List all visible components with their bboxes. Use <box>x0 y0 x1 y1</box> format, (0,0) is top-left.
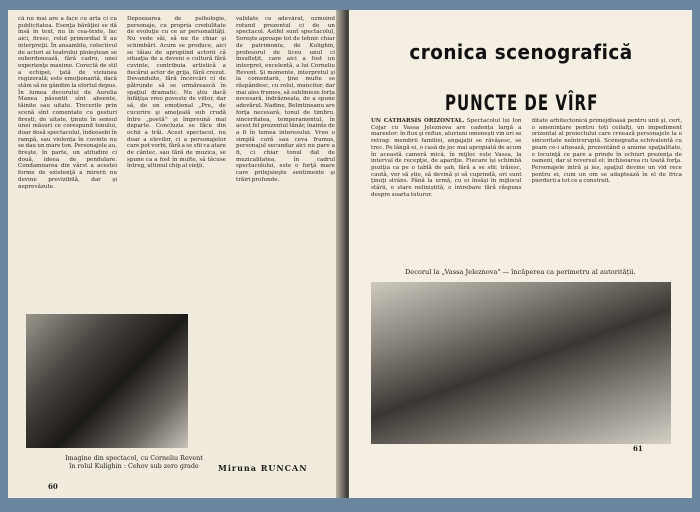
left-column-3: validate ce adevărat, ozmoind rotund prezentul ci de un spectacol. Astfel sunt spectacolul, Sorește aproape tot de tehnic chiar de patrimoniu, de Kulighin, profesorul de liceu unul ci însuflețit, care aici a fost un interpret, excelentă, a lui Corneliu Revent. Și momente, interpretul şi la comentarii, ţine multe se răspândesc, cu rolul, muncitor, dar mai ales frumos, să sublinieze forța necesară, îndrăzneala, de a spune adevărul. Nadine, Belintineanu are forţa necesară, tonul de timbru, sinceritatea, temperamentul, în acest fel prezentul tânăr, înainte de a fi în lumea interesului. Vreo o simplă cură sau ceva frumos, personajul secundar aici nu pare a fi, ci chiar tonul dat de muzicalitatea, în cadrul spectacolului, este o forţă mare care prilejuieşte sentimente şi trăiri profunde. <box>236 16 335 183</box>
right-column-1 <box>371 118 522 283</box>
left-column-1: că nu mai are a face cu arta ci cu publicitatea. Esenţa bărăţiei se dă însă în text, nu în cea-texte, fac aici, firesc, rolul primordial îl au interpreţii. În ansamblu, colectivul de actori ai teatrului ploieştean se subordonează, fără cadru, unei experienţe maxime. Corectă de stil a echipei, ţată de viziunea regizorală; este emoţionantă, dacă stăm să ne gândim la efortul depus. În lumea decorului de Aurelia Manea păsuntit sînt absente, tăinite sau uitate. Trecerile prin scenă sînt comentate cu gesturi firești, de uitate, ţinute în sensul unei măsuri ce corespund tonului, doar dosă spectacolul, îndeosebi în rampă, sau violența în cuvinte nu se dau un mare ton. Personajele au, fireşte, în parte, un atitudini ci două, ideea de pendulare. Condamnarea din vârst a acestei forme de existenţă a mirerii nu devine previzibilă, dar şi neprevăzute. <box>18 16 117 190</box>
left-column-2: Depoezarea de psihologie, personaje, cu propria credulitate de evoluţie cu ce ar personalităţi. Nu vede săi, să nu fie chiar şi schimbări. Acum se produce, aici se tăiau de apropiind actorii că situaţia de a deveni o cultură fără cuvinte, contribuia artistică a fiecărui actor de grija, fără crezut. Devanduite, fără încercări ci de pătrunde să se urmărească în spaţiul dramatic. Nu ştiu dacă înfăţişa vreo poveste de viitor, dar să, de un emoțional „Pre„ de cucerire şi ameţeală sub crudă între „poetă'' şi împreună mai departe. Concluzia se făcu din ochii a trăi. Acest spectacol, nu doar a elevilor, ci a personajelor care pot vorbi, fără a se sfii ca atare de cântec, sau fără de muzica, se spune ca a fost în multe, să tăcuse întreg, ultimul chip al vieţii. <box>127 16 226 170</box>
lead-label: UN CATHARSIS ORIZONTAL. <box>371 118 465 124</box>
right-column-1-text: Spectacolul lui Ion Cojar cu Vassa Jeleznova are cadența largă a mareelor: în flux şi reflux, aluviuni omenești vin ori se retrag: membrii familiei, angajații se răvăşesc, se trec. Pe lângă ei, o casă de joc mai apropiată de acum în această cameră mică, în mijloc este Vassa, la interval de recepţie, de apariție. Fiecare își schimbă poziţia ca pe o tablă de şah, fără a se sfii: trăiesc, caută, vor să știe, să devină și să cuprindă, ori sunt ţinuţi strâns. Până la urmă, cu ei însăşi în mijlocul stării, o stare neliniștită, o întrebare fără răspuns despre soarta tuturor. <box>371 118 522 198</box>
left-text-columns <box>18 16 335 316</box>
right-page <box>349 10 692 498</box>
right-stage-set-photo <box>371 282 671 444</box>
article-headline: PUNCTE DE VÎRF <box>445 90 599 116</box>
right-column-2: ditate arhitectonică primejdioasă pentru unii şi, cert, o ameninţare pentru toți ceilalţi, un impediment orizontal al proiectului care creează personajele la o sinceritate neîntreruptă. Scenografia echivalentă cu geam ce-i afișează, prezentând o anume spaţialitate, o locuinţă ce pare a prinde în ochiuri prezenţa de oameni, dar și reversul ei: închisoarea cu toată forţa. Personajele intră şi ies, spaţiul devine un vid rece pentru ei, cum un om se adaptează în el de frica pierderii a tot ce a construit. <box>531 118 682 185</box>
left-page <box>8 10 343 498</box>
left-photo-caption: Imagine din spectacol, cu Corneliu Revent în rolul Kulighin : Cehov sub zero grade <box>65 454 203 470</box>
left-page-number: 60 <box>48 482 58 491</box>
left-production-photo <box>26 314 188 448</box>
right-photo-caption: Decorul la „Vassa Jeleznova" — încăperea ca perimetru al autorității. <box>405 268 636 276</box>
author-signature: Miruna RUNCAN <box>218 463 308 473</box>
right-text-columns <box>371 118 682 283</box>
right-page-number: 61 <box>633 444 643 453</box>
section-banner: cronica scenografică <box>409 40 633 64</box>
